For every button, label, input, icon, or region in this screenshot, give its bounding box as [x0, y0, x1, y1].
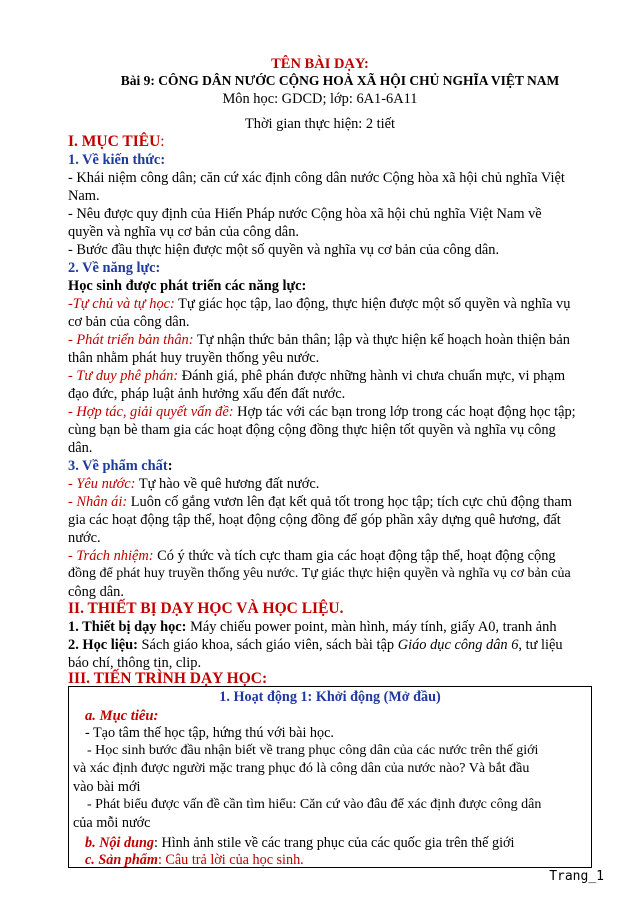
- page-number: Trang_1: [549, 869, 604, 884]
- knowledge-line: - Nêu được quy định của Hiến Pháp nước Cộng hòa xã hội chủ nghĩa Việt Nam về: [68, 206, 542, 222]
- competence-item-cont: cùng bạn bè tham gia các hoạt động cộng đồng thực hiện tốt quyền và nghĩa vụ công: [68, 422, 556, 438]
- quality-item-label: - Trách nhiệm:: [68, 548, 154, 564]
- activity-goal-line: - Phát biểu được vấn đề cần tìm hiểu: Căn cứ vào đâu để xác định được công dân: [87, 797, 542, 812]
- activity-product-text: : Câu trả lời của học sinh.: [157, 852, 304, 868]
- quality-heading: [68, 457, 610, 475]
- section-objectives-heading: [68, 133, 610, 151]
- quality-item-label: - Nhân ái:: [68, 494, 128, 510]
- quality-item-text: Tự hào về quê hương đất nước.: [135, 476, 320, 492]
- subject-line: Môn học: GDCD; lớp: 6A1-6A11: [222, 91, 418, 107]
- competence-item: [68, 295, 610, 313]
- materials-line: [68, 636, 610, 654]
- competence-item-cont: thân nhằm phát huy truyền thống yêu nước.: [68, 350, 320, 366]
- materials-rest: , tư liệu: [518, 637, 563, 653]
- activity-goal-line: vào bài mới: [73, 779, 141, 795]
- quality-item: [68, 493, 610, 511]
- competence-item: [68, 403, 610, 421]
- competence-heading-text: 2. Về năng lực:: [68, 260, 161, 276]
- materials-book: Giáo dục công dân 6: [397, 637, 519, 653]
- competence-heading: [68, 259, 610, 277]
- competence-item-text: Đánh giá, phê phán được những hành vi chưa chuẩn mực, vi phạm: [178, 368, 566, 384]
- competence-item-label: - Phát triển bản thân:: [68, 332, 194, 348]
- lesson-title-label: TÊN BÀI DẠY:: [271, 56, 369, 72]
- equipment-text: Máy chiếu power point, màn hình, máy tính, giấy A0, tranh ảnh: [186, 619, 557, 635]
- quality-item-text: Có ý thức và tích cực tham gia các hoạt động tập thể, hoạt động cộng: [153, 548, 556, 564]
- knowledge-line: quyền và nghĩa vụ cơ bản của công dân.: [68, 224, 299, 240]
- activity-content-label: b. Nội dung: [85, 835, 154, 851]
- activity-goal-line: - Học sinh bước đầu nhận biết về trang phục công dân của các nước trên thế giới: [87, 743, 539, 758]
- materials-text: Sách giáo khoa, sách giáo viên, sách bài tập: [137, 637, 398, 653]
- activity-goal-line: của mỗi nước: [73, 815, 151, 831]
- competence-item-text: Hợp tác với các bạn trong lớp trong các hoạt động học tập;: [233, 404, 576, 420]
- activity-content: [85, 834, 514, 852]
- section-equipment-heading: [68, 600, 610, 618]
- competence-item: [68, 367, 610, 385]
- activity-content-text: : Hình ảnh stile về các trang phục của các quốc gia trên thế giới: [153, 835, 515, 851]
- competence-intro: Học sinh được phát triển các năng lực:: [68, 278, 307, 294]
- competence-item: [68, 331, 610, 349]
- competence-item-cont: dân.: [68, 440, 93, 456]
- activity-goal-line: - Tạo tâm thế học tập, hứng thú với bài học.: [85, 725, 334, 741]
- activity-goal-line: và xác định được người mặc trang phục đó là công dân của nước nào? Và bắt đầu: [73, 761, 530, 776]
- quality-item-cont: gia các hoạt động tập thể, hoạt động cộng đồng để góp phần xây dựng quê hương, đất: [68, 512, 561, 528]
- competence-item-label: - Tư duy phê phán:: [68, 368, 179, 384]
- section-objectives-title: I. MỤC TIÊU: [68, 133, 161, 150]
- competence-item-cont: đạo đức, pháp luật ảnh hưởng xấu đến đất nước.: [68, 386, 346, 402]
- knowledge-heading: [68, 151, 610, 169]
- knowledge-line: Nam.: [68, 188, 100, 204]
- duration-line: Thời gian thực hiện: 2 tiết: [244, 116, 396, 132]
- competence-item-cont: cơ bản của công dân.: [68, 314, 190, 330]
- materials-cont: báo chí, thông tin, clip.: [68, 655, 202, 671]
- quality-heading-text: 3. Về phẩm chất: [68, 458, 168, 474]
- quality-item-text: Luôn cố gắng vươn lên đạt kết quả tốt trong học tập; tích cực chủ động tham: [127, 494, 572, 510]
- competence-item-label: -Tự chủ và tự học:: [68, 296, 175, 312]
- materials-label: 2. Học liệu:: [68, 637, 138, 653]
- knowledge-heading-text: 1. Về kiến thức:: [68, 152, 166, 168]
- equipment-label: 1. Thiết bị dạy học:: [68, 619, 187, 635]
- quality-item-cont: đồng để phát huy truyền thống yêu nước. Tự giác thực hiện quyền và nghĩa vụ cơ bản của: [68, 566, 571, 581]
- competence-item-text: Tự nhận thức bản thân; lập và thực hiện kế hoạch hoàn thiện bản: [193, 332, 570, 348]
- activity-goal-label: a. Mục tiêu:: [85, 708, 159, 724]
- activity-product-label: c. Sản phẩm: [85, 852, 158, 868]
- quality-heading-colon: :: [167, 458, 173, 474]
- knowledge-line: - Bước đầu thực hiện được một số quyền và nghĩa vụ cơ bản của công dân.: [68, 242, 500, 258]
- quality-item-cont: nước.: [68, 530, 101, 546]
- activity-product: [85, 851, 304, 869]
- quality-item: [68, 475, 610, 493]
- competence-item-text: Tự giác học tập, lao động, thực hiện được một số quyền và nghĩa vụ: [174, 296, 571, 312]
- equipment-line: [68, 618, 610, 636]
- activity-title: 1. Hoạt động 1: Khởi động (Mở đầu): [219, 689, 441, 705]
- section-process-title: III. TIẾN TRÌNH DẠY HỌC:: [68, 670, 268, 687]
- quality-item: [68, 547, 610, 565]
- quality-item-label: - Yêu nước:: [68, 476, 136, 492]
- activity-box: [68, 686, 592, 868]
- knowledge-line: - Khái niệm công dân; căn cứ xác định công dân nước Cộng hòa xã hội chủ nghĩa Việt: [68, 170, 565, 186]
- section-objectives-colon: :: [160, 133, 165, 150]
- section-equipment-title: II. THIẾT BỊ DẠY HỌC VÀ HỌC LIỆU.: [68, 600, 344, 617]
- competence-item-label: - Hợp tác, giải quyết vấn đề:: [68, 404, 234, 420]
- quality-item-cont: công dân.: [68, 584, 124, 600]
- lesson-name: Bài 9: CÔNG DÂN NƯỚC CỘNG HOÀ XÃ HỘI CHỦ NGHĨA VIỆT NAM: [120, 73, 560, 88]
